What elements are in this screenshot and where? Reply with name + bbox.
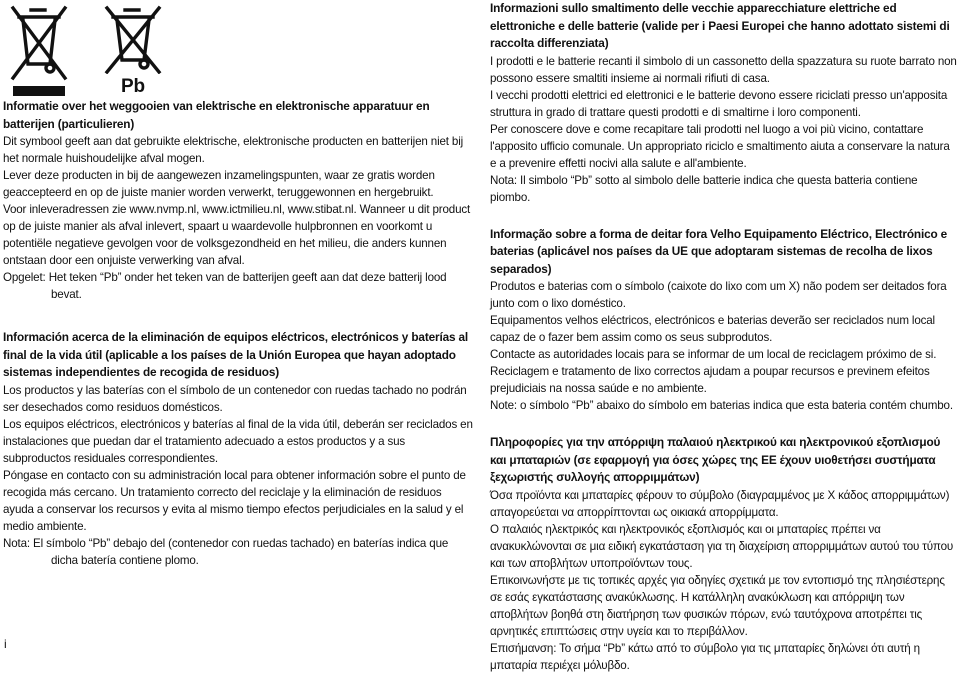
portuguese-paragraph-1: Produtos e baterias com o símbolo (caixote do lixo com um X) não podem ser deitados fora junto com o lixo doméstico. <box>490 280 947 310</box>
crossed-out-wheeled-bin-pb-icon <box>103 4 163 74</box>
italian-note: Nota: Il simbolo “Pb” sotto al simbolo delle batterie indica che questa batteria contiene piombo. <box>490 173 918 204</box>
dutch-paragraph-3: Voor inleveradressen zie www.nvmp.nl, www.ictmilieu.nl, www.stibat.nl. Wanneer u dit product op de juiste manier als afval inlevert, spaart u waardevolle hulpbronnen en voorkomt u potentiële negatieve gevolgen voor de volksgezondheid en het milieu, die anders kunnen ontstaan door een onjuiste verwerking van afval. <box>3 203 471 267</box>
spanish-section <box>3 329 473 569</box>
portuguese-note: Note: o símbolo “Pb” abaixo do símbolo em baterias indica que esta bateria contém chumbo. <box>490 399 953 412</box>
greek-paragraph-1: Όσα προϊόντα και μπαταρίες φέρουν το σύμβολο (διαγραμμένος με Χ κάδος απορριμμάτων) απαγορεύεται να απορρίπτονται ως οικιακά απορρίμματα. <box>490 488 950 519</box>
crossed-out-wheeled-bin-icon <box>9 4 69 82</box>
italian-paragraph-2: I vecchi prodotti elettrici ed elettronici e le batterie devono essere riciclati presso un'apposita struttura in grado di trattare questi prodotti e di smaltirne i loro componenti. <box>490 88 948 119</box>
greek-note: Επισήμανση: Το σήμα “Pb” κάτω από το σύμβολο για τις μπαταρίες δηλώνει ότι αυτή η μπαταρία περιέχει μόλυβδο. <box>490 641 920 672</box>
spanish-paragraph-2: Los equipos eléctricos, electrónicos y baterías al final de la vida útil, deberán ser reciclados en instalaciones que puedan dar el tratamiento adecuado a estos productos y a sus subproductos residuales correspondientes. <box>3 417 473 465</box>
left-column <box>3 0 473 569</box>
greek-paragraph-2: Ο παλαιός ηλεκτρικός και ηλεκτρονικός εξοπλισμός και οι μπαταρίες πρέπει να ανακυκλώνονται σε μια ειδική εγκατάσταση για τη διαχείριση απορριμμάτων αυτού του τύπου και των αποβλήτων υποπροϊόντων τους. <box>490 522 954 570</box>
page-marker: i <box>4 637 7 651</box>
portuguese-section <box>490 226 958 415</box>
dutch-note: Opgelet: Het teken “Pb” onder het teken van de batterijen geeft aan dat deze batterij lood bevat. <box>3 271 447 301</box>
portuguese-title: Informação sobre a forma de deitar fora Velho Equipamento Eléctrico, Electrónico e baterias (aplicável nos países da UE que adoptaram sistemas de recolha de lixos separados) <box>490 226 948 276</box>
dutch-paragraph-1: Dit symbool geeft aan dat gebruikte elektrische, elektronische producten en batterijen niet bij het normale huishoudelijke afval mogen. <box>3 135 464 165</box>
greek-section <box>490 434 958 674</box>
portuguese-paragraph-3: Contacte as autoridades locais para se informar de um local de reciclagem próximo de si. Reciclagem e tratamento de lixo correctos ajudam a poupar recursos e previnem efeitos prejudiciais na nossa saúde e no ambiente. <box>490 348 937 395</box>
italian-section <box>490 0 958 206</box>
spanish-note: Nota: El símbolo “Pb” debajo del (contenedor con ruedas tachado) en baterías indica que dicha batería contiene plomo. <box>3 536 449 567</box>
italian-title: Informazioni sullo smaltimento delle vecchie apparecchiature elettriche ed elettroniche e delle batterie (valide per i Paesi Europei che hanno adottato sistemi di raccolta differenziata) <box>490 1 950 50</box>
spanish-title: Información acerca de la eliminación de equipos eléctricos, electrónicos y baterías al final de la vida útil (aplicable a los países de la Unión Europea que hayan adoptado sistemas independientes de recogida de residuos) <box>3 330 469 379</box>
spanish-paragraph-3: Póngase en contacto con su administración local para obtener información sobre el punto de recogida más cercano. Un tratamiento correcto del reciclaje y la eliminación de residuos ayuda a conservar los recursos y evita al mismo tiempo efectos perjudiciales en la salud y el medio ambiente. <box>3 468 466 533</box>
pb-label: Pb <box>121 76 145 97</box>
italian-paragraph-1: I prodotti e le batterie recanti il simbolo di un cassonetto della spazzatura su ruote barrato non possono essere smaltiti insieme ai normali rifiuti di casa. <box>490 54 957 85</box>
greek-title: Πληροφορίες για την απόρριψη παλαιού ηλεκτρικού και ηλεκτρονικού εξοπλισμού και μπαταριών (σε εφαρμογή για όσες χώρες της ΕΕ έχουν υιοθετήσει συστήματα ξεχωριστής συλλογής απορριμμάτων) <box>490 435 941 484</box>
dutch-section <box>3 98 473 303</box>
separator-bar <box>13 86 65 96</box>
greek-paragraph-3: Επικοινωνήστε με τις τοπικές αρχές για οδηγίες σχετικά με τον εντοπισμό της πλησιέστερης σε εσάς εγκατάστασης ανακύκλωσης. Η κατάλληλη ανακύκλωση και απόρριψη των αποβλήτων βοηθά στη διατήρηση των φυσικών πόρων, ενώ ταυτόχρονα αποτρέπει τις αρνητικές επιπτώσεις στην υγεία και το περιβάλλον. <box>490 573 945 638</box>
italian-paragraph-3: Per conoscere dove e come recapitare tali prodotti nel luogo a voi più vicino, contattare l'apposito ufficio comunale. Un appropriato riciclo e smaltimento aiuta a conservare la natura e a prevenire effetti nocivi alla salute e all'ambiente. <box>490 122 950 170</box>
spanish-paragraph-1: Los productos y las baterías con el símbolo de un contenedor con ruedas tachado no podrán ser desechados como residuos domésticos. <box>3 383 467 414</box>
disposal-symbols <box>3 0 473 98</box>
right-column <box>490 0 958 674</box>
portuguese-paragraph-2: Equipamentos velhos eléctricos, electrónicos e baterias deverão ser reciclados num local capaz de o fazer bem assim como os seus subprodutos. <box>490 314 935 344</box>
dutch-title: Informatie over het weggooien van elektrische en elektronische apparatuur en batterijen (particulieren) <box>3 99 430 131</box>
dutch-paragraph-2: Lever deze producten in bij de aangewezen inzamelingspunten, waar ze gratis worden geaccepteerd en op de juiste manier worden verwerkt, teruggewonnen en hergebruikt. <box>3 169 435 199</box>
